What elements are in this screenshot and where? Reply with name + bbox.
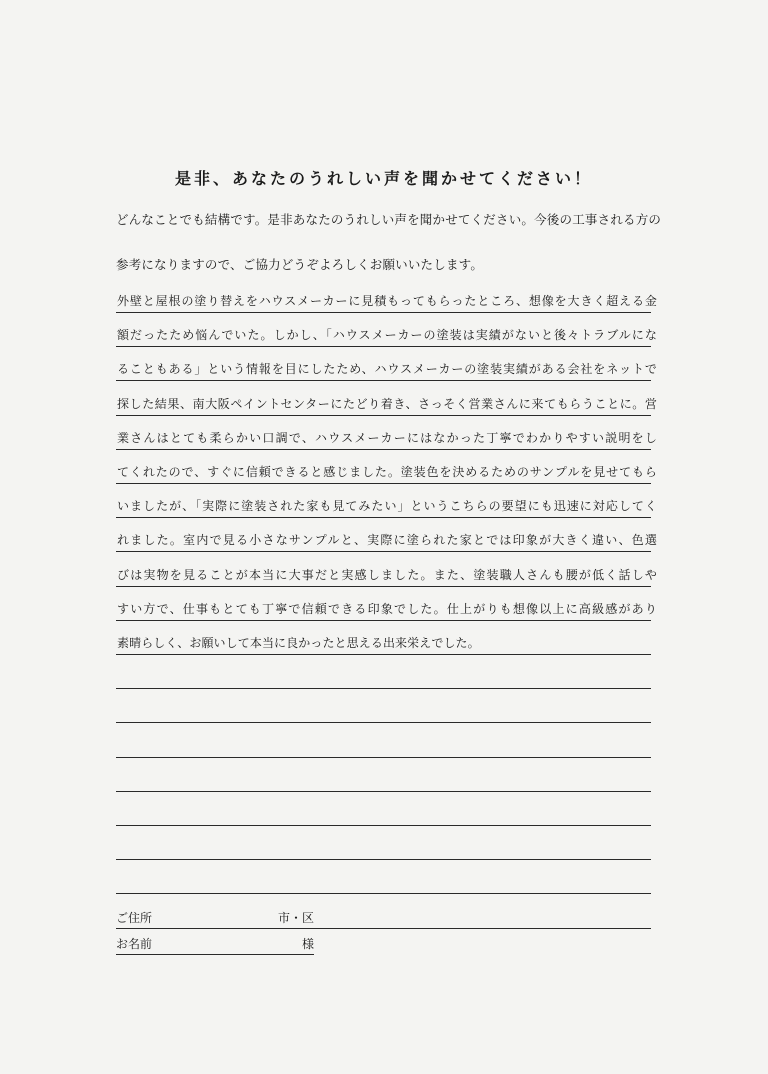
handwritten-line-text: いましたが、「実際に塗装された家も見てみたい」というこちらの要望にも迅速に対応してく — [117, 499, 657, 514]
handwritten-line-text: びは実物を見ることが本当に大事だと実感しました。また、塗装職人さんも腰が低く話しや — [117, 567, 657, 582]
address-field — [116, 908, 314, 929]
page-title: 是非、あなたのうれしい声を聞かせてください！ — [174, 169, 593, 188]
ruled-line — [116, 449, 651, 450]
ruled-line — [116, 586, 651, 587]
ruled-line — [116, 825, 651, 826]
handwritten-line-text: てくれたので、すぐに信頼できると感じました。塗装色を決めるためのサンプルを見せてもら — [117, 465, 657, 479]
ruled-line — [116, 654, 651, 655]
ruled-line — [116, 757, 651, 758]
intro-line-2: 参考になりますので、ご協力どうぞよろしくお願いいたします。 — [116, 257, 484, 272]
address-suffix: 市・区 — [277, 911, 314, 925]
ruled-line — [116, 380, 651, 381]
ruled-line — [116, 688, 651, 689]
ruled-line — [116, 483, 651, 484]
handwritten-line-text: 素晴らしく、お願いして本当に良かったと思える出来栄えでした。 — [117, 636, 480, 650]
ruled-line — [116, 893, 651, 894]
ruled-line — [116, 517, 651, 518]
ruled-line — [116, 415, 651, 416]
intro-line-1: どんなことでも結構です。是非あなたのうれしい声を聞かせてください。今後の工事される方の — [116, 212, 662, 227]
handwritten-line-text: ることもある」という情報を目にしたため、ハウスメーカーの塗装実績がある会社をネットで — [117, 362, 657, 377]
ruled-line — [116, 312, 651, 313]
ruled-line — [116, 551, 651, 552]
ruled-line — [116, 722, 651, 723]
handwritten-line-text: 業さんはとても柔らかい口調で、ハウスメーカーにはなかった丁寧でわかりやすい説明をし — [117, 430, 657, 445]
handwritten-line-text: 探した結果、南大阪ペイントセンターにたどり着き、さっそく営業さんに来てもらうことに。営 — [117, 396, 657, 411]
name-label: お名前 — [116, 937, 153, 951]
handwritten-line-text: 額だったため悩んでいた。しかし、「ハウスメーカーの塗装は実績がないと後々トラブルにな — [117, 328, 657, 343]
name-suffix: 様 — [301, 937, 314, 951]
ruled-line — [116, 791, 651, 792]
handwritten-line-text: 外壁と屋根の塗り替えをハウスメーカーに見積もってもらったところ、想像を大きく超える金 — [117, 294, 657, 308]
handwritten-line-text: れました。室内で見る小さなサンプルと、実際に塗られた家とでは印象が大きく違い、色選 — [117, 533, 657, 548]
address-label: ご住所 — [116, 911, 153, 925]
ruled-line — [116, 859, 651, 860]
name-field — [116, 934, 314, 955]
ruled-line — [116, 346, 651, 347]
handwritten-line-text: すい方で、仕事もとても丁寧で信頼できる印象でした。仕上がりも想像以上に高級感があり — [117, 601, 657, 616]
ruled-line — [116, 620, 651, 621]
